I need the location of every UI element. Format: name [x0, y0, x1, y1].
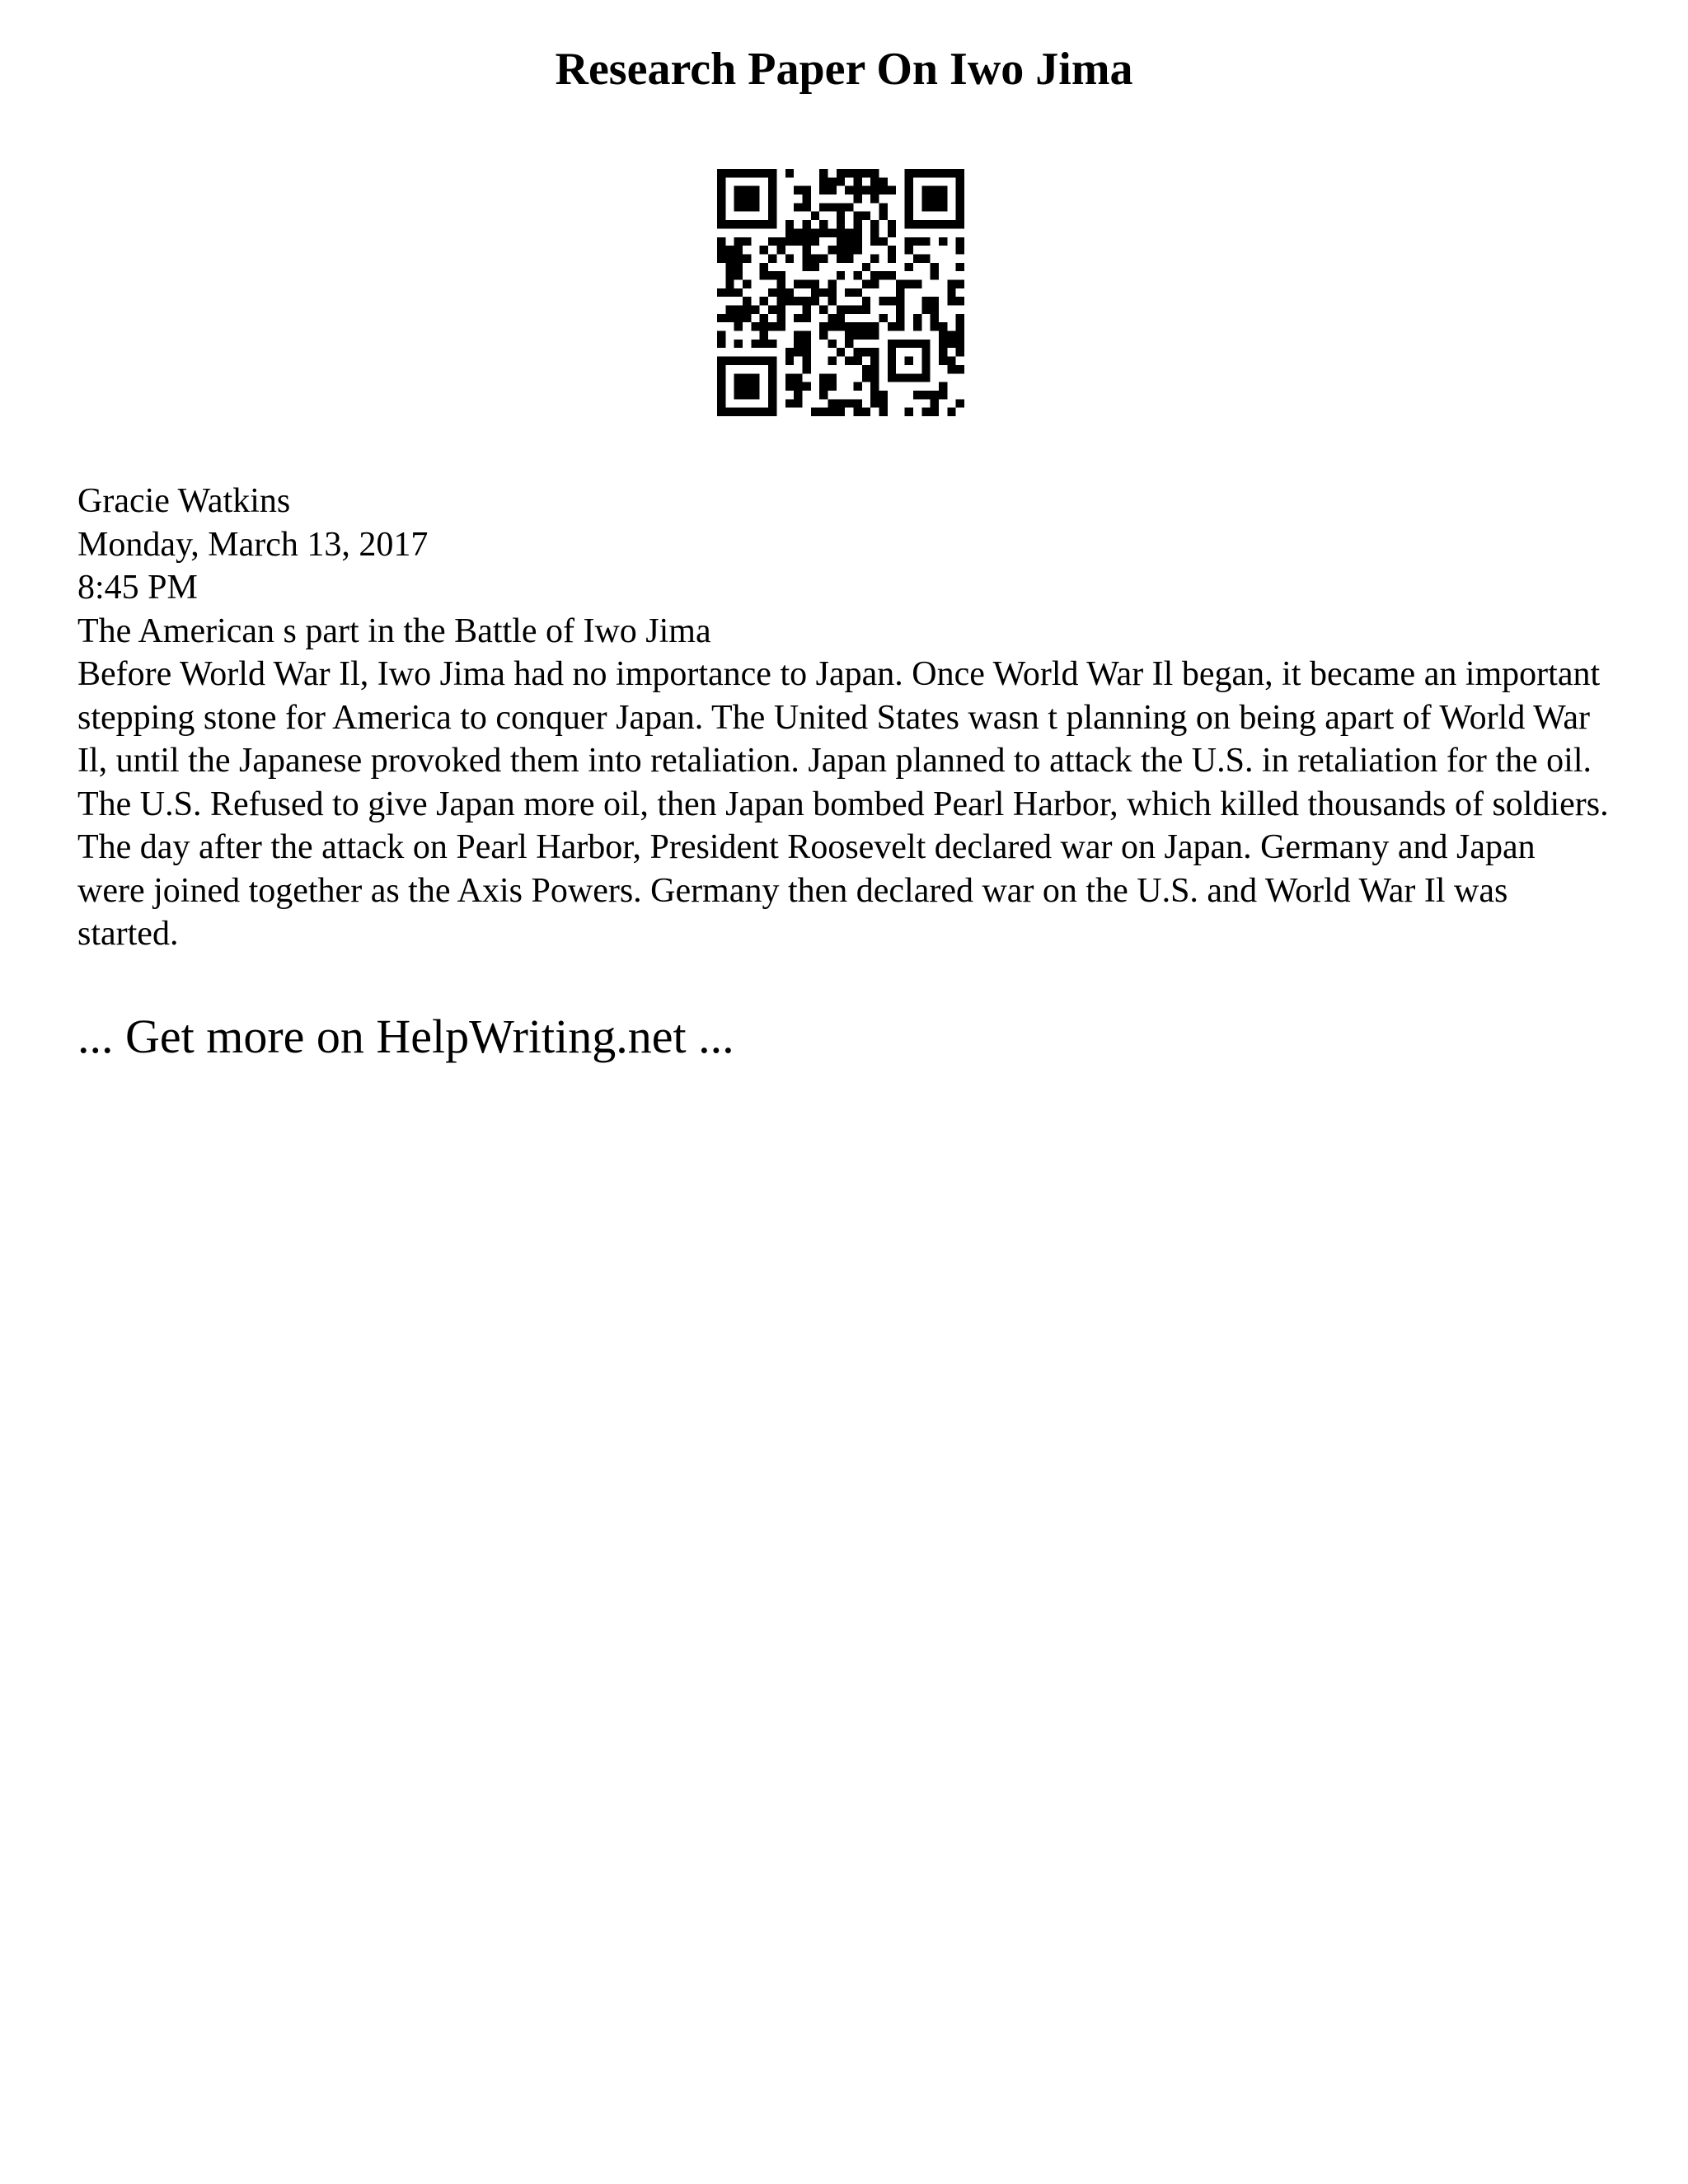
document-subtitle: The American s part in the Battle of Iwo Jima	[77, 612, 711, 650]
document-time: 8:45 PM	[77, 569, 198, 607]
document-date: Monday, March 13, 2017	[77, 525, 429, 564]
document-body	[77, 480, 1611, 956]
author-name: Gracie Watkins	[77, 482, 291, 520]
body-paragraph: Before World War Il, Iwo Jima had no importance to Japan. Once World War Il began, it became an important stepping stone for America to conquer Japan. The United States wasn t planning on being apart of World War Il, until the Japanese provoked them into retaliation. Japan planned to attack the U.S. in retaliation for the oil. The U.S. Refused to give Japan more oil, then Japan bombed Pearl Harbor, which killed thousands of soldiers. The day after the attack on Pearl Harbor, President Roosevelt declared war on Japan. Germany and Japan were joined together as the Axis Powers. Germany then declared war on the U.S. and World War Il was started.	[77, 655, 1609, 953]
page-title: Research Paper On Iwo Jima	[555, 44, 1133, 95]
get-more-link[interactable]: ... Get more on HelpWriting.net ...	[77, 1010, 734, 1063]
qr-code-icon	[717, 169, 964, 416]
